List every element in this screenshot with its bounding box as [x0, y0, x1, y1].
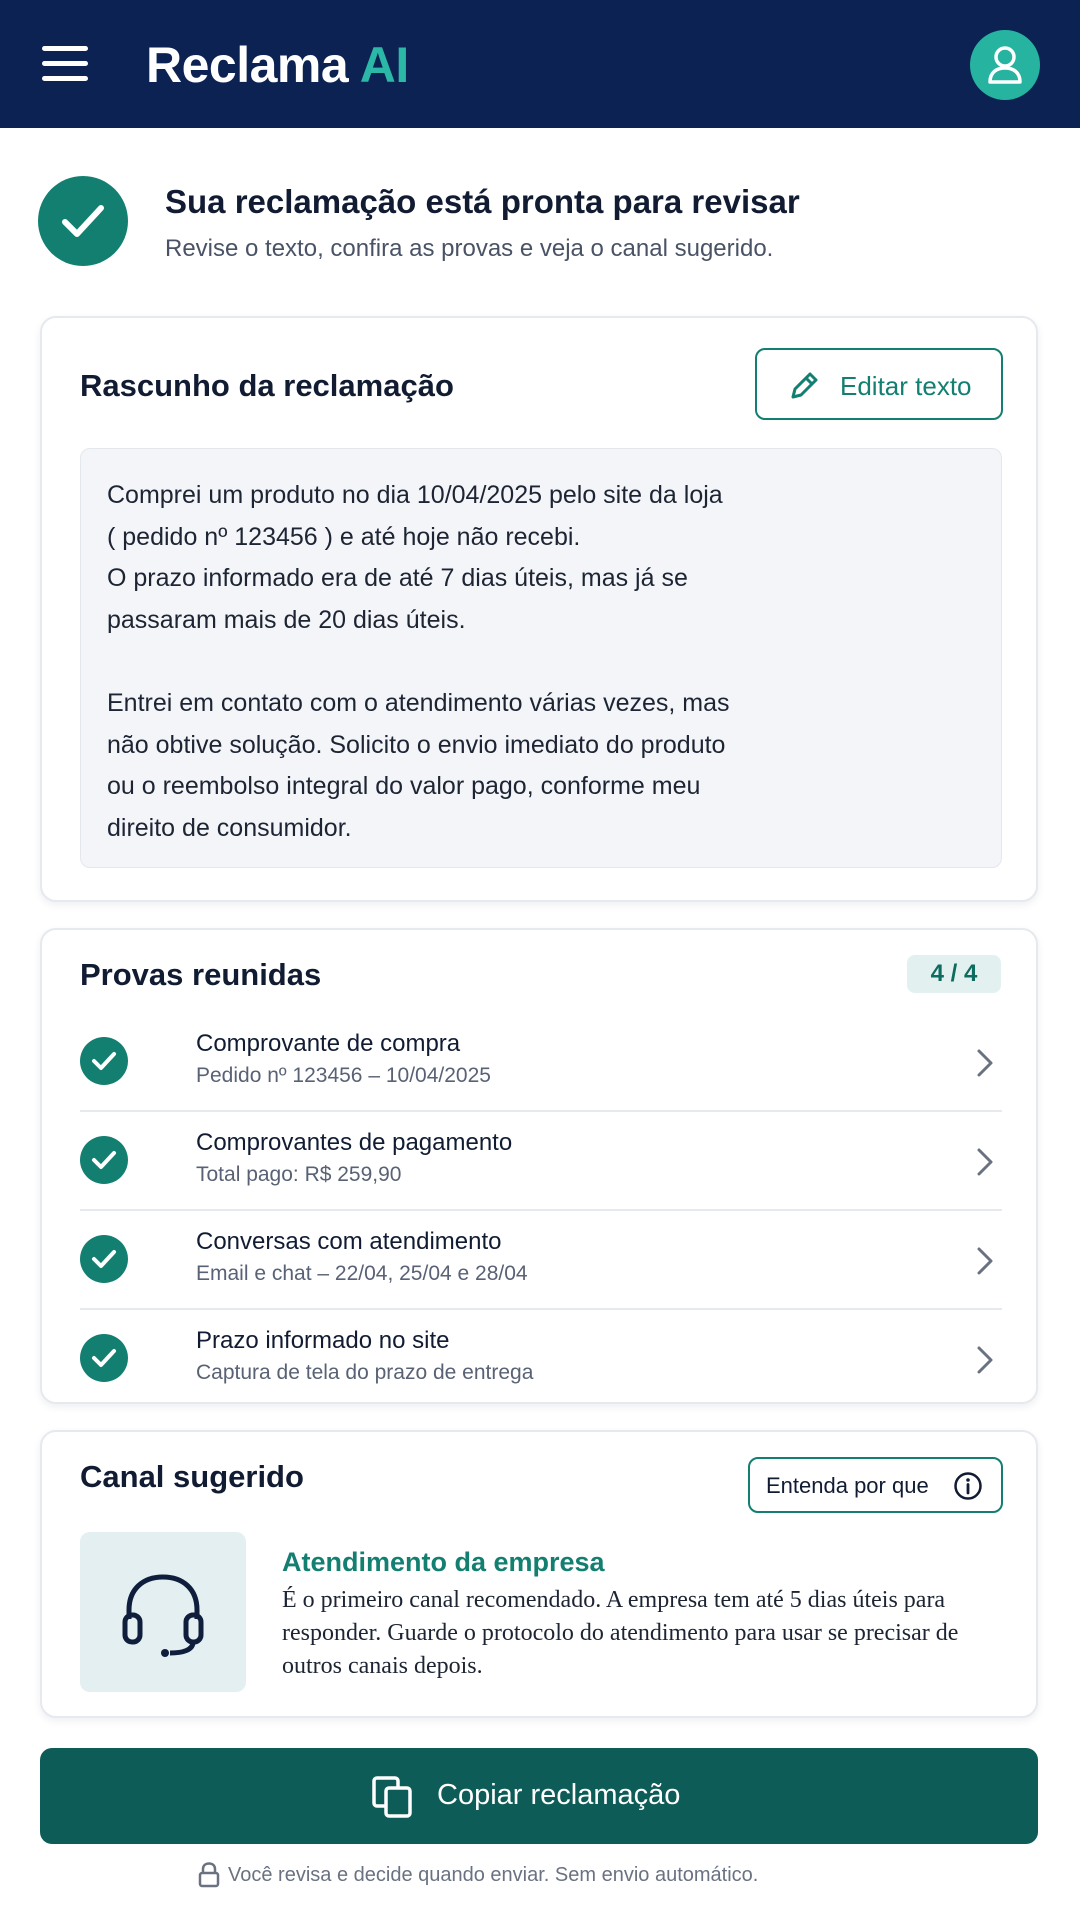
- evidence-item[interactable]: [80, 1210, 1002, 1310]
- app-header: [0, 0, 1080, 128]
- footer-note-text: Você revisa e decide quando enviar. Sem envio automático.: [228, 1864, 759, 1886]
- chevron-right-icon: [976, 1147, 994, 1177]
- user-avatar-button[interactable]: [970, 30, 1040, 100]
- evidence-item-title: Comprovantes de pagamento: [196, 1129, 513, 1156]
- chevron-right-icon: [976, 1345, 994, 1375]
- copy-icon: [370, 1774, 416, 1820]
- copy-complaint-label: Copiar reclamação: [437, 1779, 681, 1811]
- draft-paragraph-1: Comprei um produto no dia 10/04/2025 pelo site da loja ( pedido nº 123456 ) e até hoje não recebi. O prazo informado era de até 7 dias úteis, mas já se passaram mais de 20 dias úteis.: [107, 481, 723, 634]
- status-subtitle: Revise o texto, confira as provas e veja o canal sugerido.: [165, 235, 774, 262]
- chevron-right-icon: [976, 1246, 994, 1276]
- evidence-card: [40, 928, 1038, 1404]
- evidence-item-subtitle: Captura de tela do prazo de entrega: [196, 1361, 534, 1384]
- evidence-item-title: Comprovante de compra: [196, 1030, 461, 1057]
- evidence-item-title: Conversas com atendimento: [196, 1228, 502, 1255]
- check-circle-icon: [80, 1037, 128, 1085]
- lock-icon: [198, 1862, 220, 1888]
- evidence-title: Provas reunidas: [80, 957, 322, 992]
- why-label: Entenda por que: [766, 1473, 929, 1498]
- evidence-item[interactable]: [80, 1012, 1002, 1112]
- evidence-item[interactable]: [80, 1111, 1002, 1211]
- brand-accent: AI: [359, 37, 409, 93]
- why-button[interactable]: [748, 1457, 1003, 1513]
- suggested-channel-card: [40, 1430, 1038, 1718]
- channel-title: Canal sugerido: [80, 1459, 304, 1494]
- status-title: Sua reclamação está pronta para revisar: [165, 183, 800, 220]
- evidence-item-subtitle: Email e chat – 22/04, 25/04 e 28/04: [196, 1262, 528, 1285]
- headset-icon: [118, 1567, 208, 1657]
- pencil-icon: [787, 369, 821, 403]
- check-circle-icon: [80, 1235, 128, 1283]
- evidence-item-subtitle: Pedido nº 123456 – 10/04/2025: [196, 1064, 491, 1087]
- hamburger-menu-icon[interactable]: [42, 46, 90, 82]
- evidence-item-subtitle: Total pago: R$ 259,90: [196, 1163, 402, 1186]
- draft-title: Rascunho da reclamação: [80, 368, 454, 403]
- draft-text-box[interactable]: [80, 448, 1002, 868]
- draft-card: [40, 316, 1038, 902]
- edit-text-button[interactable]: [755, 348, 1003, 420]
- channel-name: Atendimento da empresa: [282, 1547, 605, 1577]
- brand-main: Reclama: [146, 37, 360, 93]
- evidence-count-badge: 4 / 4: [907, 955, 1001, 993]
- check-circle-icon: [38, 176, 128, 266]
- evidence-item-title: Prazo informado no site: [196, 1327, 450, 1354]
- channel-icon-tile: [80, 1532, 246, 1692]
- user-icon: [987, 45, 1023, 85]
- chevron-right-icon: [976, 1048, 994, 1078]
- evidence-item[interactable]: [80, 1309, 1002, 1407]
- channel-description: É o primeiro canal recomendado. A empresa tem até 5 dias úteis para responder. Guarde o protocolo do atendimento para usar se precisar de outros canais depois.: [282, 1587, 959, 1679]
- app-logo: [146, 36, 409, 94]
- draft-paragraph-2: Entrei em contato com o atendimento várias vezes, mas não obtive solução. Solicito o envio imediato do produto ou o reembolso integral do valor pago, conforme meu direito de consumidor.: [107, 689, 730, 842]
- edit-text-label: Editar texto: [840, 371, 972, 401]
- check-circle-icon: [80, 1136, 128, 1184]
- footer-note: [228, 1864, 758, 1887]
- info-icon: [953, 1471, 983, 1501]
- check-circle-icon: [80, 1334, 128, 1382]
- copy-complaint-button[interactable]: [40, 1748, 1038, 1844]
